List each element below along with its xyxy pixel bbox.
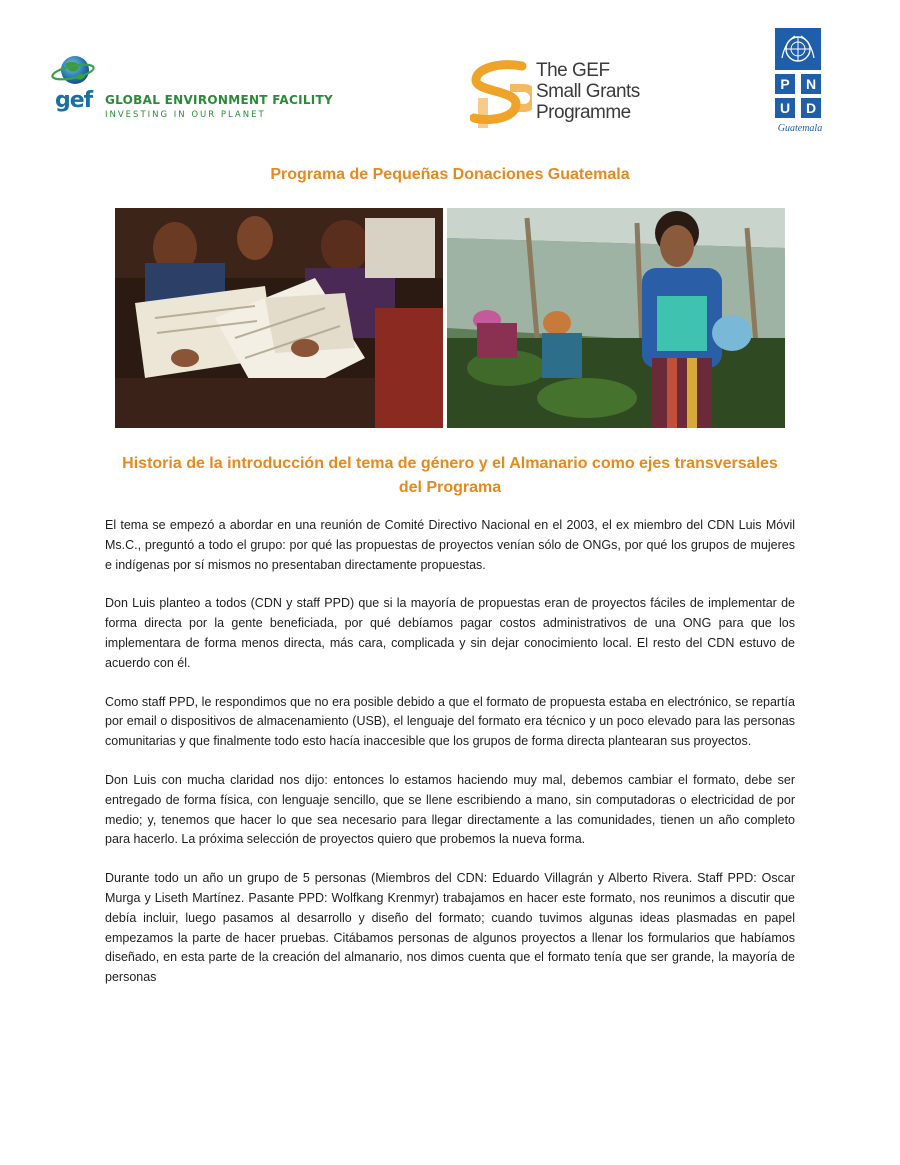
pnud-letter: P xyxy=(775,74,795,94)
paragraph: Durante todo un año un grupo de 5 personas (Miembros del CDN: Eduardo Villagrán y Alberto Rivera. Staff PPD: Oscar Murga y Liseth Martínez. Pasante PPD: Wolfkang Krenmyr) trabajamos en hacer este formato, nos reunimos a discutir que debía incluir, luego pasamos al desarrollo y diseño del formato; cuando tuvimos algunas ideas plasmadas en papel empezamos la parte de hacer pruebas. Citábamos personas de algunos proyectos a llenar los formularios que habíamos diseñado, en esta parte de la creación del almanario, nos dimos cuenta que el formato tenía que ser grande, la mayoría de personas xyxy=(105,871,795,985)
pnud-country: Guatemala xyxy=(777,123,823,134)
people-reviewing-forms-photo xyxy=(115,208,443,428)
women-in-greenhouse-photo xyxy=(447,208,785,428)
paragraph: El tema se empezó a abordar en una reunión de Comité Directivo Nacional en el 2003, el ex miembro del CDN Luis Móvil Ms.C., preguntó a todo el grupo: por qué las propuestas de proyectos venían sólo de ONGs, por qué los grupos de mujeres e indígenas por sí mismos no presentaban directamente propuestas. xyxy=(105,518,795,572)
photo-strip xyxy=(115,208,785,428)
un-emblem-icon xyxy=(775,28,821,70)
gef-short-name: gef xyxy=(55,88,93,113)
document-body xyxy=(105,516,795,1007)
gef-logo xyxy=(45,52,345,122)
sgp-mark-icon xyxy=(470,60,532,130)
sgp-line: Programme xyxy=(536,102,631,123)
document-header xyxy=(0,0,900,150)
gef-tagline: INVESTING IN OUR PLANET xyxy=(105,110,266,120)
globe-icon xyxy=(51,54,95,88)
section-title: Historia de la introducción del tema de género y el Almanario como ejes transversales del Programa xyxy=(122,455,778,496)
pnud-letter: N xyxy=(801,74,821,94)
gef-full-name: GLOBAL ENVIRONMENT FACILITY xyxy=(105,93,334,107)
sgp-line: Small Grants xyxy=(536,81,640,102)
paragraph: Don Luis planteo a todos (CDN y staff PPD) que si la mayoría de propuestas eran de proyectos fáciles de implementar de forma directa por la gente beneficiada, por qué debíamos pagar costos administrativos de una ONG para que los implementara de forma menos directa, más cara, complicada y sin dejar conocimiento local. El resto del CDN estuvo de acuerdo con él. xyxy=(105,596,795,670)
sgp-name xyxy=(536,60,666,123)
pnud-logo xyxy=(770,28,830,140)
sgp-logo xyxy=(470,58,670,133)
paragraph: Como staff PPD, le respondimos que no era posible debido a que el formato de propuesta estaba en electrónico, se repartía por email o dispositivos de almacenamiento (USB), el lenguaje del formato era técnico y un poco elevado para las personas comunitarias y que finalmente todo esto hacía inaccesible que los grupos de forma directa plantearan sus proyectos. xyxy=(105,694,795,749)
sgp-line: The GEF xyxy=(536,60,610,81)
pnud-letter: U xyxy=(775,98,795,118)
pnud-letter: D xyxy=(801,98,821,118)
paragraph: Don Luis con mucha claridad nos dijo: entonces lo estamos haciendo muy mal, debemos cambiar el formato, debe ser entregado de forma física, con lenguaje sencillo, que se llene escribiendo a mano, sin computadoras o electricidad de por medio; y, tenemos que hacer lo que sea necesario para llegar directamente a las comunidades, tienen un año completo para hacerlo. La próxima selección de proyectos quiero que probemos la nueva forma. xyxy=(105,772,795,847)
program-title: Programa de Pequeñas Donaciones Guatemala xyxy=(270,166,630,183)
